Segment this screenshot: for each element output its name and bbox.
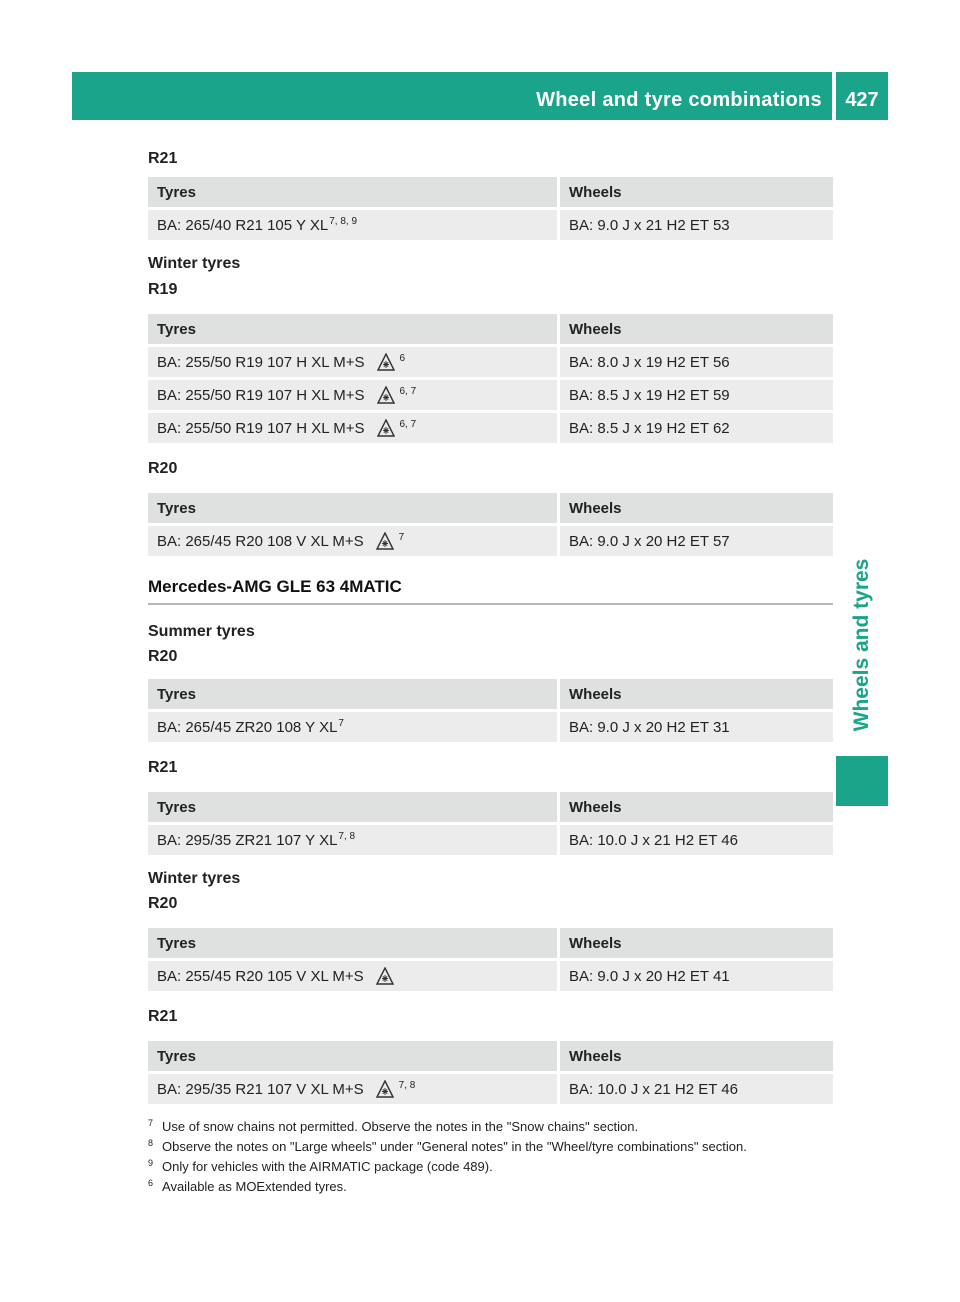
column-header-tyres: Tyres — [148, 1041, 560, 1071]
section-label: R21 — [148, 1008, 178, 1025]
tyre-cell — [148, 413, 560, 443]
section-label: R19 — [148, 281, 178, 298]
table-header-row — [148, 314, 833, 344]
table-row — [148, 1074, 833, 1104]
tyre-table — [148, 311, 833, 446]
section-label: R20 — [148, 648, 178, 665]
table-header-row — [148, 1041, 833, 1071]
wheel-cell: BA: 9.0 J x 20 H2 ET 31 — [560, 712, 833, 742]
tyre-spec: BA: 255/50 R19 107 H XL M+S — [157, 354, 365, 371]
tyre-spec: BA: 265/45 ZR20 108 Y XL — [157, 718, 338, 736]
table-row — [148, 825, 833, 855]
footnote-ref: 7, 8, 9 — [329, 215, 358, 227]
section-heading-summer: Summer tyres — [148, 623, 255, 640]
tyre-spec: BA: 255/50 R19 107 H XL M+S — [157, 387, 365, 404]
footnote — [148, 1137, 833, 1157]
footnote — [148, 1117, 833, 1137]
mountain-snowflake-icon — [376, 1080, 394, 1098]
tyre-table — [148, 676, 833, 745]
tyre-cell — [148, 347, 560, 377]
footnote-text: Use of snow chains not permitted. Observe the notes in the "Snow chains" section. — [162, 1119, 639, 1134]
column-header-wheels: Wheels — [560, 792, 833, 822]
tyre-table — [148, 925, 833, 994]
page-header-bar — [72, 72, 832, 120]
table-header-row — [148, 493, 833, 523]
tyre-cell — [148, 712, 560, 742]
model-heading: Mercedes-AMG GLE 63 4MATIC — [148, 577, 833, 605]
footnote-number: 8 — [148, 1137, 154, 1148]
table-row — [148, 380, 833, 410]
footnote-ref: 7 — [338, 717, 344, 729]
tyre-spec: BA: 265/40 R21 105 Y XL — [157, 216, 329, 234]
wheel-cell: BA: 9.0 J x 21 H2 ET 53 — [560, 210, 833, 240]
tyre-cell — [148, 825, 560, 855]
column-header-wheels: Wheels — [560, 1041, 833, 1071]
tyre-spec: BA: 255/45 R20 105 V XL M+S — [157, 968, 364, 985]
section-label: R20 — [148, 460, 178, 477]
tyre-table — [148, 174, 833, 243]
tyre-spec: BA: 265/45 R20 108 V XL M+S — [157, 533, 364, 550]
section-label: R21 — [148, 759, 178, 776]
footnote-ref: 7, 8 — [398, 1080, 416, 1091]
side-tab — [836, 540, 888, 750]
tyre-table — [148, 789, 833, 858]
mountain-snowflake-icon — [377, 353, 395, 371]
table-row — [148, 347, 833, 377]
table-row — [148, 413, 833, 443]
column-header-tyres: Tyres — [148, 792, 560, 822]
column-header-tyres: Tyres — [148, 928, 560, 958]
column-header-wheels: Wheels — [560, 928, 833, 958]
column-header-wheels: Wheels — [560, 314, 833, 344]
table-header-row — [148, 679, 833, 709]
column-header-wheels: Wheels — [560, 679, 833, 709]
tyre-spec: BA: 295/35 R21 107 V XL M+S — [157, 1081, 364, 1098]
table-row — [148, 210, 833, 240]
section-heading-winter: Winter tyres — [148, 870, 241, 887]
footnote-number: 6 — [148, 1177, 154, 1188]
page-content — [148, 148, 833, 1197]
column-header-wheels: Wheels — [560, 493, 833, 523]
wheel-cell: BA: 8.0 J x 19 H2 ET 56 — [560, 347, 833, 377]
mountain-snowflake-icon — [377, 386, 395, 404]
tyre-cell — [148, 210, 560, 240]
footnote-number: 9 — [148, 1157, 154, 1168]
table-row — [148, 961, 833, 991]
footnote-ref: 6 — [399, 353, 406, 364]
footnote-text: Only for vehicles with the AIRMATIC package (code 489). — [162, 1159, 493, 1174]
footnote — [148, 1157, 833, 1177]
page-header-title: Wheel and tyre combinations — [536, 89, 822, 111]
side-tab-marker — [836, 756, 888, 806]
page-number: 427 — [845, 89, 879, 111]
footnotes — [148, 1117, 833, 1197]
table-header-row — [148, 177, 833, 207]
page-number-box — [836, 72, 888, 120]
column-header-tyres: Tyres — [148, 314, 560, 344]
mountain-snowflake-icon — [377, 419, 395, 437]
column-header-tyres: Tyres — [148, 177, 560, 207]
wheel-cell: BA: 8.5 J x 19 H2 ET 59 — [560, 380, 833, 410]
tyre-cell — [148, 1074, 560, 1104]
wheel-cell: BA: 10.0 J x 21 H2 ET 46 — [560, 1074, 833, 1104]
column-header-tyres: Tyres — [148, 679, 560, 709]
section-label: R21 — [148, 150, 178, 167]
column-header-tyres: Tyres — [148, 493, 560, 523]
table-row — [148, 526, 833, 556]
footnote-text: Available as MOExtended tyres. — [162, 1179, 347, 1194]
tyre-cell — [148, 380, 560, 410]
tyre-table — [148, 1038, 833, 1107]
wheel-cell: BA: 10.0 J x 21 H2 ET 46 — [560, 825, 833, 855]
wheel-cell: BA: 9.0 J x 20 H2 ET 57 — [560, 526, 833, 556]
tyre-spec: BA: 255/50 R19 107 H XL M+S — [157, 420, 365, 437]
mountain-snowflake-icon — [376, 532, 394, 550]
footnote-text: Observe the notes on "Large wheels" under "General notes" in the "Wheel/tyre combinations" section. — [162, 1139, 747, 1154]
section-heading-winter: Winter tyres — [148, 255, 241, 272]
side-tab-label: Wheels and tyres — [850, 558, 873, 732]
section-label: R20 — [148, 895, 178, 912]
mountain-snowflake-icon — [376, 967, 394, 985]
tyre-cell — [148, 526, 560, 556]
tyre-table — [148, 490, 833, 559]
footnote — [148, 1177, 833, 1197]
footnote-ref: 7, 8 — [338, 830, 356, 842]
table-header-row — [148, 792, 833, 822]
table-row — [148, 712, 833, 742]
footnote-ref: 7 — [398, 532, 405, 543]
table-header-row — [148, 928, 833, 958]
footnote-number: 7 — [148, 1117, 154, 1128]
footnote-ref: 6, 7 — [399, 419, 417, 430]
tyre-spec: BA: 295/35 ZR21 107 Y XL — [157, 831, 338, 849]
column-header-wheels: Wheels — [560, 177, 833, 207]
footnote-ref: 6, 7 — [399, 386, 417, 397]
wheel-cell: BA: 9.0 J x 20 H2 ET 41 — [560, 961, 833, 991]
wheel-cell: BA: 8.5 J x 19 H2 ET 62 — [560, 413, 833, 443]
tyre-cell — [148, 961, 560, 991]
